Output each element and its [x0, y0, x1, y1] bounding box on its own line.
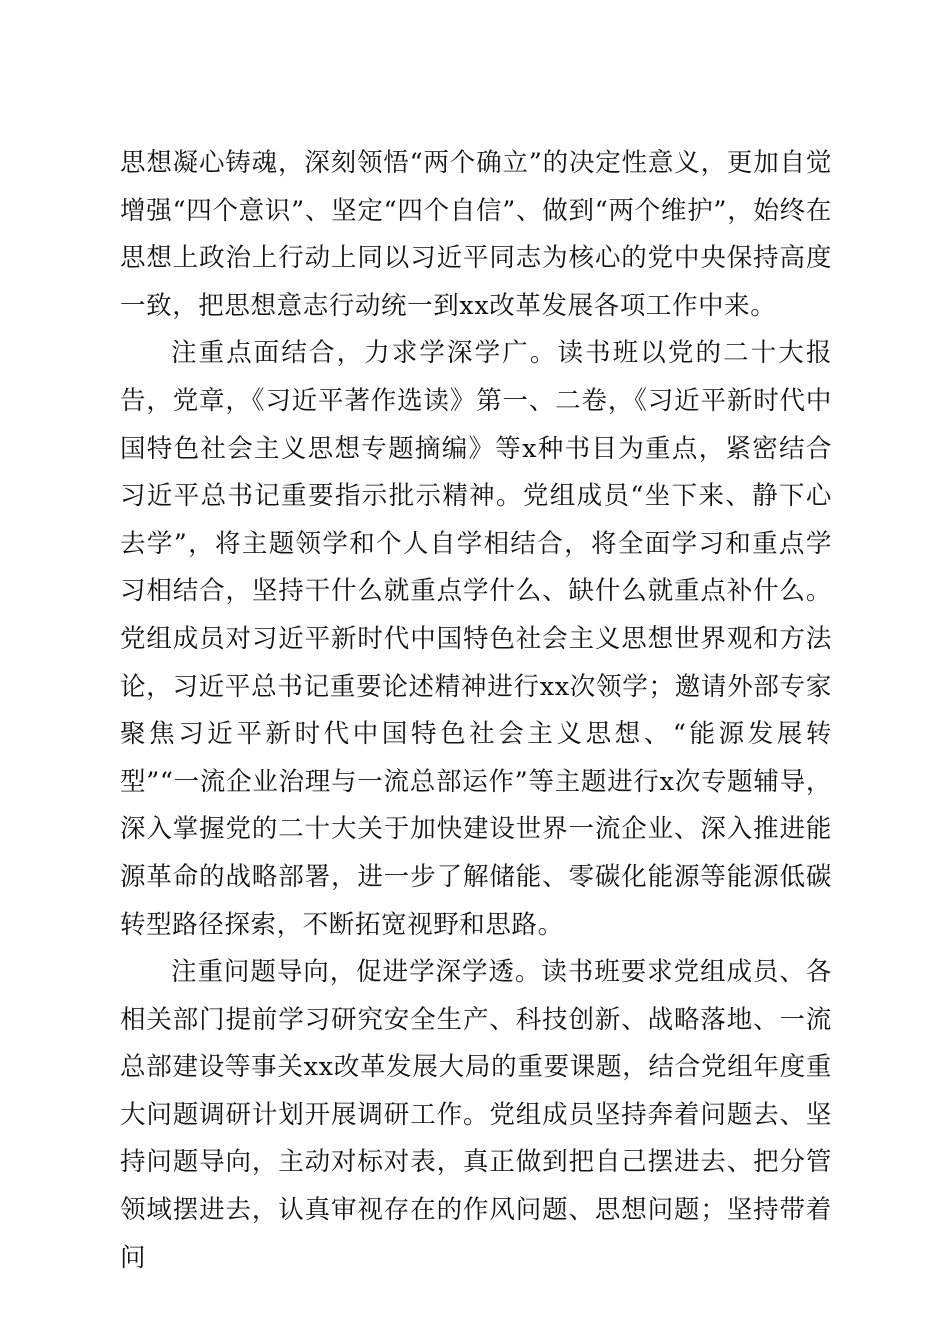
paragraph-1: 思想凝心铸魂，深刻领悟“两个确立”的决定性意义，更加自觉增强“四个意识”、坚定“四个自信”、做到“两个维护”，始终在思想上政治上行动上同以习近平同志为核心的党中央保持高度一致，把思想意志行动统一到xx改革发展各项工作中来。	[120, 148, 832, 321]
paragraph-3: 注重问题导向，促进学深学透。读书班要求党组成员、各相关部门提前学习研究安全生产、科技创新、战略落地、一流总部建设等事关xx改革发展大局的重要课题，结合党组年度重大问题调研计划开展调研工作。党组成员坚持奔着问题去、坚持问题导向，主动对标对表，真正做到把自己摆进去、把分管领域摆进去，认真审视存在的作风问题、思想问题；坚持带着问	[120, 957, 832, 1273]
document-body	[120, 140, 832, 1282]
paragraph-2: 注重点面结合，力求学深学广。读书班以党的二十大报告，党章，《习近平著作选读》第一、二卷，《习近平新时代中国特色社会主义思想专题摘编》等x种书目为重点，紧密结合习近平总书记重要指示批示精神。党组成员“坐下来、静下心去学”，将主题领学和个人自学相结合，将全面学习和重点学习相结合，坚持干什么就重点学什么、缺什么就重点补什么。党组成员对习近平新时代中国特色社会主义思想世界观和方法论，习近平总书记重要论述精神进行xx次领学；邀请外部专家聚焦习近平新时代中国特色社会主义思想、“能源发展转型”“一流企业治理与一流总部运作”等主题进行x次专题辅导，深入掌握党的二十大关于加快建设世界一流企业、深入推进能源革命的战略部署，进一步了解储能、零碳化能源等能源低碳转型路径探索，不断拓宽视野和思路。	[120, 338, 832, 940]
